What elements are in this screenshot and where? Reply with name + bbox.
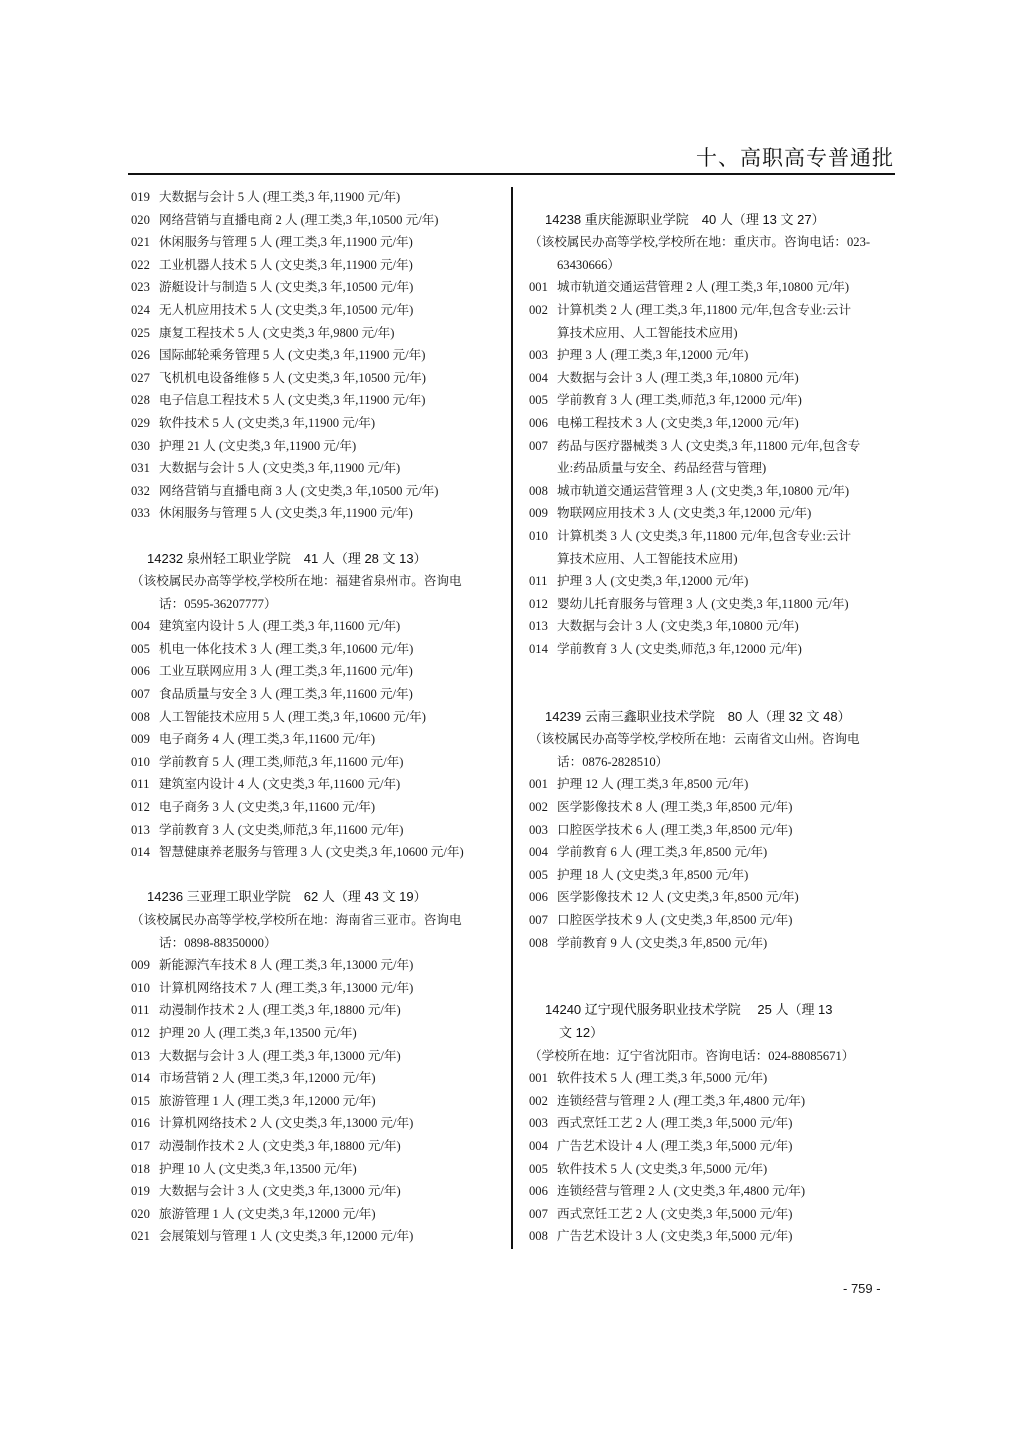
major-text: 算技术应用、人工智能技术应用) [557, 551, 738, 566]
school-header: 14232 泉州轻工职业学院 41 人（理 28 文 13） [147, 550, 427, 566]
major-entry [131, 1225, 505, 1248]
major-text: 业:药品质量与安全、药品经营与管理) [557, 461, 767, 476]
major-entry [131, 706, 505, 729]
major-entry [131, 389, 505, 412]
major-entry [529, 638, 897, 661]
major-text: 护理 21 人 (文史类,3 年,11900 元/年) [159, 438, 357, 453]
major-code: 010 [131, 980, 150, 995]
major-entry [131, 322, 505, 345]
major-text: 学前教育 9 人 (文史类,3 年,8500 元/年) [557, 935, 768, 950]
school-section [131, 525, 505, 864]
major-entry [131, 186, 505, 209]
major-text: 国际邮轮乘务管理 5 人 (文史类,3 年,11900 元/年) [159, 348, 426, 363]
major-text: 工业机器人技术 5 人 (文史类,3 年,11900 元/年) [159, 257, 413, 272]
major-entry [131, 412, 505, 435]
major-code: 021 [131, 1229, 150, 1244]
major-text: 电子信息工程技术 5 人 (文史类,3 年,11900 元/年) [159, 393, 426, 408]
major-text: 药品与医疗器械类 3 人 (文史类,3 年,11800 元/年,包含专 [557, 438, 861, 453]
school-header: 文 12） [559, 1024, 604, 1040]
major-text: 婴幼儿托育服务与管理 3 人 (文史类,3 年,11800 元/年) [557, 596, 849, 611]
major-text: 新能源汽车技术 8 人 (理工类,3 年,13000 元/年) [159, 958, 414, 973]
major-entry [529, 593, 897, 616]
school-note: 话：0898-88350000） [159, 935, 277, 950]
major-code: 029 [131, 415, 150, 430]
school-note: （该校属民办高等学校,学校所在地：福建省泉州市。咨询电 [131, 574, 462, 589]
major-text: 工业互联网应用 3 人 (理工类,3 年,11600 元/年) [159, 664, 413, 679]
major-code: 020 [131, 212, 150, 227]
major-code: 011 [131, 777, 150, 792]
major-code: 020 [131, 1206, 150, 1221]
major-entry [529, 1090, 897, 1113]
major-code: 010 [529, 528, 548, 543]
major-text: 电子商务 4 人 (理工类,3 年,11600 元/年) [159, 732, 376, 747]
major-entry [131, 615, 505, 638]
major-entry [529, 796, 897, 819]
major-text: 机电一体化技术 3 人 (理工类,3 年,10600 元/年) [159, 641, 414, 656]
major-text: 软件技术 5 人 (文史类,3 年,11900 元/年) [159, 415, 376, 430]
major-entry [131, 457, 505, 480]
major-entry [131, 773, 505, 796]
major-text: 旅游管理 1 人 (理工类,3 年,12000 元/年) [159, 1093, 376, 1108]
major-text: 学前教育 3 人 (文史类,师范,3 年,11600 元/年) [159, 822, 404, 837]
major-text: 无人机应用技术 5 人 (文史类,3 年,10500 元/年) [159, 302, 414, 317]
major-code: 011 [131, 1003, 150, 1018]
blank-line [131, 525, 505, 548]
major-code: 003 [529, 348, 548, 363]
major-entry [529, 525, 897, 548]
major-entry [131, 276, 505, 299]
major-text: 网络营销与直播电商 3 人 (文史类,3 年,10500 元/年) [159, 483, 439, 498]
major-entry [529, 435, 897, 458]
major-text: 学前教育 3 人 (文史类,师范,3 年,12000 元/年) [557, 641, 802, 656]
major-text: 市场营销 2 人 (理工类,3 年,12000 元/年) [159, 1071, 376, 1086]
major-entry [529, 1225, 897, 1248]
major-code: 007 [529, 913, 548, 927]
major-code: 011 [529, 574, 548, 589]
major-entry [131, 728, 505, 751]
major-entry [529, 1112, 897, 1135]
major-text: 康复工程技术 5 人 (文史类,3 年,9800 元/年) [159, 325, 395, 340]
major-entry [529, 1180, 897, 1203]
major-text: 学前教育 6 人 (理工类,3 年,8500 元/年) [557, 845, 768, 860]
major-text: 西式烹饪工艺 2 人 (文史类,3 年,5000 元/年) [557, 1206, 793, 1221]
major-code: 017 [131, 1138, 150, 1153]
school-note: 话：0876-2828510） [557, 754, 669, 769]
major-entry [131, 1112, 505, 1135]
major-text: 护理 20 人 (理工类,3 年,13500 元/年) [159, 1025, 357, 1040]
major-text: 电梯工程技术 3 人 (文史类,3 年,12000 元/年) [557, 415, 799, 430]
school-section [131, 864, 505, 1248]
major-entry [529, 457, 897, 480]
section-title: 十、高职高专普通批 [696, 147, 894, 170]
major-text: 计算机类 2 人 (理工类,3 年,11800 元/年,包含专业:云计 [557, 302, 852, 317]
major-entry [131, 841, 505, 864]
school-section [529, 660, 897, 954]
major-code: 006 [131, 664, 150, 679]
major-text: 连锁经营与管理 2 人 (文史类,3 年,4800 元/年) [557, 1184, 806, 1199]
major-code: 006 [529, 890, 548, 905]
school-note: （该校属民办高等学校,学校所在地：重庆市。咨询电话：023- [529, 235, 871, 250]
major-text: 物联网应用技术 3 人 (文史类,3 年,12000 元/年) [557, 506, 812, 521]
major-code: 007 [529, 438, 548, 453]
major-text: 食品质量与安全 3 人 (理工类,3 年,11600 元/年) [159, 687, 413, 702]
major-entry [529, 864, 897, 887]
major-code: 004 [529, 1138, 548, 1153]
school-header: 14236 三亚理工职业学院 62 人（理 43 文 19） [147, 889, 427, 905]
major-entry [529, 841, 897, 864]
major-entry [131, 751, 505, 774]
school-note: （该校属民办高等学校,学校所在地：云南省文山州。咨询电 [529, 732, 860, 747]
major-code: 007 [131, 687, 150, 702]
major-text: 大数据与会计 3 人 (理工类,3 年,13000 元/年) [159, 1048, 401, 1063]
major-text: 大数据与会计 5 人 (文史类,3 年,11900 元/年) [159, 461, 401, 476]
major-code: 033 [131, 506, 150, 521]
major-entry [131, 435, 505, 458]
major-entry [529, 886, 897, 909]
major-text: 软件技术 5 人 (理工类,3 年,5000 元/年) [557, 1071, 768, 1086]
major-code: 014 [131, 1071, 150, 1086]
major-code: 004 [131, 619, 150, 634]
blank-line [529, 683, 897, 706]
major-code: 008 [529, 1229, 548, 1244]
blank-line [529, 977, 897, 1000]
major-code: 019 [131, 190, 150, 204]
major-text: 护理 18 人 (文史类,3 年,8500 元/年) [557, 867, 749, 882]
major-code: 023 [131, 280, 150, 295]
major-entry [131, 819, 505, 842]
major-text: 大数据与会计 3 人 (文史类,3 年,13000 元/年) [159, 1184, 401, 1199]
right-column [529, 186, 897, 1248]
major-code: 018 [131, 1161, 150, 1176]
major-entry [529, 1067, 897, 1090]
major-text: 医学影像技术 12 人 (文史类,3 年,8500 元/年) [557, 890, 799, 905]
major-entry [131, 660, 505, 683]
major-entry [131, 480, 505, 503]
major-text: 建筑室内设计 5 人 (理工类,3 年,11600 元/年) [159, 619, 401, 634]
major-entry [131, 367, 505, 390]
school-header: 14239 云南三鑫职业技术学院 80 人（理 32 文 48） [545, 708, 851, 724]
major-code: 013 [131, 1048, 150, 1063]
major-text: 会展策划与管理 1 人 (文史类,3 年,12000 元/年) [159, 1229, 414, 1244]
major-entry [529, 819, 897, 842]
major-entry [529, 389, 897, 412]
major-code: 032 [131, 483, 150, 498]
major-text: 软件技术 5 人 (文史类,3 年,5000 元/年) [557, 1161, 768, 1176]
major-code: 013 [529, 619, 548, 634]
major-text: 游艇设计与制造 5 人 (文史类,3 年,10500 元/年) [159, 280, 414, 295]
major-text: 计算机网络技术 7 人 (理工类,3 年,13000 元/年) [159, 980, 414, 995]
major-code: 013 [131, 822, 150, 837]
major-text: 学前教育 3 人 (理工类,师范,3 年,12000 元/年) [557, 393, 802, 408]
major-text: 学前教育 5 人 (理工类,师范,3 年,11600 元/年) [159, 754, 404, 769]
major-entry [529, 412, 897, 435]
major-entry [131, 1180, 505, 1203]
major-entry [131, 209, 505, 232]
major-text: 飞机机电设备维修 5 人 (文史类,3 年,10500 元/年) [159, 370, 426, 385]
major-entry [529, 502, 897, 525]
major-text: 广告艺术设计 4 人 (理工类,3 年,5000 元/年) [557, 1138, 793, 1153]
major-entry [529, 773, 897, 796]
major-entry [529, 299, 897, 322]
major-entry [131, 231, 505, 254]
major-code: 019 [131, 1184, 150, 1199]
school-section [131, 186, 505, 525]
major-text: 城市轨道交通运营管理 2 人 (理工类,3 年,10800 元/年) [557, 280, 850, 295]
page-number: - 759 - [843, 1281, 881, 1296]
major-entry [131, 254, 505, 277]
major-entry [131, 1090, 505, 1113]
major-text: 算技术应用、人工智能技术应用) [557, 325, 738, 340]
major-code: 010 [131, 754, 150, 769]
major-entry [529, 1158, 897, 1181]
major-code: 002 [529, 800, 548, 815]
major-entry [529, 1203, 897, 1226]
blank-line [529, 660, 897, 683]
school-note: 话：0595-36207777） [159, 596, 277, 611]
major-text: 大数据与会计 5 人 (理工类,3 年,11900 元/年) [159, 190, 401, 204]
major-code: 003 [529, 822, 548, 837]
major-code: 012 [131, 1025, 150, 1040]
major-code: 025 [131, 325, 150, 340]
major-entry [529, 1135, 897, 1158]
major-entry [529, 276, 897, 299]
major-entry [529, 909, 897, 932]
major-code: 009 [131, 732, 150, 747]
major-entry [131, 1022, 505, 1045]
major-entry [529, 367, 897, 390]
major-code: 026 [131, 348, 150, 363]
major-code: 022 [131, 257, 150, 272]
major-entry [131, 1203, 505, 1226]
major-code: 008 [529, 483, 548, 498]
major-code: 009 [529, 506, 548, 521]
major-text: 休闲服务与管理 5 人 (文史类,3 年,11900 元/年) [159, 506, 413, 521]
major-text: 护理 10 人 (文史类,3 年,13500 元/年) [159, 1161, 357, 1176]
blank-line [131, 864, 505, 887]
major-code: 005 [529, 393, 548, 408]
major-code: 031 [131, 461, 150, 476]
column-divider [511, 187, 513, 1249]
major-code: 014 [529, 641, 548, 656]
major-code: 008 [529, 935, 548, 950]
major-text: 护理 3 人 (理工类,3 年,12000 元/年) [557, 348, 749, 363]
major-entry [131, 977, 505, 1000]
major-text: 护理 12 人 (理工类,3 年,8500 元/年) [557, 777, 749, 792]
major-text: 计算机类 3 人 (文史类,3 年,11800 元/年,包含专业:云计 [557, 528, 852, 543]
blank-line [529, 186, 897, 209]
major-code: 004 [529, 370, 548, 385]
major-entry [131, 502, 505, 525]
major-entry [131, 344, 505, 367]
major-text: 网络营销与直播电商 2 人 (理工类,3 年,10500 元/年) [159, 212, 439, 227]
school-note: 63430666） [557, 257, 620, 272]
major-entry [131, 999, 505, 1022]
major-code: 005 [529, 867, 548, 882]
major-text: 智慧健康养老服务与管理 3 人 (文史类,3 年,10600 元/年) [159, 845, 464, 860]
major-code: 015 [131, 1093, 150, 1108]
school-section [529, 186, 897, 660]
major-code: 030 [131, 438, 150, 453]
school-note: （学校所在地：辽宁省沈阳市。咨询电话：024-88085671） [529, 1048, 855, 1063]
major-text: 计算机网络技术 2 人 (文史类,3 年,13000 元/年) [159, 1116, 414, 1131]
major-entry [131, 1158, 505, 1181]
left-column [131, 186, 505, 1248]
school-note: （该校属民办高等学校,学校所在地：海南省三亚市。咨询电 [131, 913, 462, 927]
major-text: 城市轨道交通运营管理 3 人 (文史类,3 年,10800 元/年) [557, 483, 850, 498]
major-entry [529, 548, 897, 571]
major-code: 005 [529, 1161, 548, 1176]
header-rule [128, 173, 895, 175]
major-entry [131, 1067, 505, 1090]
major-code: 016 [131, 1116, 150, 1131]
major-entry [529, 480, 897, 503]
major-text: 旅游管理 1 人 (文史类,3 年,12000 元/年) [159, 1206, 376, 1221]
major-code: 012 [529, 596, 548, 611]
blank-line [529, 954, 897, 977]
major-code: 024 [131, 302, 150, 317]
major-text: 大数据与会计 3 人 (理工类,3 年,10800 元/年) [557, 370, 799, 385]
school-header: 14240 辽宁现代服务职业技术学院 25 人（理 13 [545, 1002, 833, 1018]
major-code: 003 [529, 1116, 548, 1131]
major-entry [529, 344, 897, 367]
major-entry [131, 1135, 505, 1158]
major-code: 004 [529, 845, 548, 860]
major-text: 护理 3 人 (文史类,3 年,12000 元/年) [557, 574, 749, 589]
major-code: 027 [131, 370, 150, 385]
major-entry [131, 796, 505, 819]
major-text: 口腔医学技术 6 人 (理工类,3 年,8500 元/年) [557, 822, 793, 837]
major-code: 007 [529, 1206, 548, 1221]
major-code: 005 [131, 641, 150, 656]
major-code: 014 [131, 845, 150, 860]
major-text: 建筑室内设计 4 人 (文史类,3 年,11600 元/年) [159, 777, 401, 792]
major-entry [131, 1045, 505, 1068]
major-code: 002 [529, 1093, 548, 1108]
school-section [529, 954, 897, 1248]
school-header: 14238 重庆能源职业学院 40 人（理 13 文 27） [545, 211, 825, 227]
major-entry [529, 322, 897, 345]
major-entry [529, 570, 897, 593]
major-entry [529, 615, 897, 638]
major-text: 动漫制作技术 2 人 (文史类,3 年,18800 元/年) [159, 1138, 401, 1153]
major-code: 009 [131, 958, 150, 973]
major-entry [529, 932, 897, 955]
major-code: 006 [529, 1184, 548, 1199]
major-code: 028 [131, 393, 150, 408]
major-text: 广告艺术设计 3 人 (文史类,3 年,5000 元/年) [557, 1229, 793, 1244]
major-text: 医学影像技术 8 人 (理工类,3 年,8500 元/年) [557, 800, 793, 815]
major-text: 动漫制作技术 2 人 (理工类,3 年,18800 元/年) [159, 1003, 401, 1018]
major-entry [131, 638, 505, 661]
major-text: 连锁经营与管理 2 人 (理工类,3 年,4800 元/年) [557, 1093, 806, 1108]
major-code: 006 [529, 415, 548, 430]
major-text: 西式烹饪工艺 2 人 (理工类,3 年,5000 元/年) [557, 1116, 793, 1131]
major-code: 021 [131, 235, 150, 250]
major-text: 人工智能技术应用 5 人 (理工类,3 年,10600 元/年) [159, 709, 426, 724]
major-code: 012 [131, 800, 150, 815]
major-code: 001 [529, 280, 548, 295]
major-text: 大数据与会计 3 人 (文史类,3 年,10800 元/年) [557, 619, 799, 634]
major-text: 休闲服务与管理 5 人 (理工类,3 年,11900 元/年) [159, 235, 413, 250]
major-code: 008 [131, 709, 150, 724]
major-text: 电子商务 3 人 (文史类,3 年,11600 元/年) [159, 800, 376, 815]
major-code: 001 [529, 1071, 548, 1086]
major-code: 002 [529, 302, 548, 317]
major-entry [131, 954, 505, 977]
major-code: 001 [529, 777, 548, 792]
major-entry [131, 299, 505, 322]
major-entry [131, 683, 505, 706]
major-text: 口腔医学技术 9 人 (文史类,3 年,8500 元/年) [557, 913, 793, 927]
